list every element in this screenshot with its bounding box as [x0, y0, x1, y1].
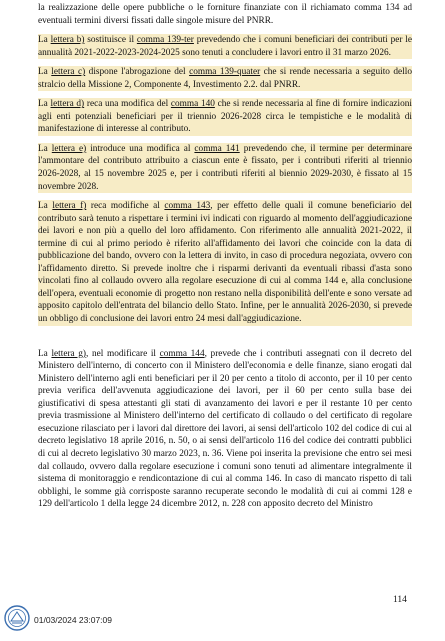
paragraph-text: reca modifiche al	[86, 201, 165, 212]
paragraph-text: sostituisce il	[84, 35, 137, 46]
cross-reference-link-text: comma 140	[170, 99, 215, 110]
cross-reference-link-text: lettera e)	[51, 143, 87, 154]
paragraph-text: che si rende necessaria a seguito dello stralcio della Missione 2, Componente 4, Investimento 2.2. dal PNRR.	[38, 67, 412, 90]
paragraph-text: La	[38, 143, 52, 154]
cross-reference-link-text: comma 144	[159, 348, 205, 359]
cross-reference-link-text: comma 139-ter	[136, 35, 194, 46]
paragraph-text: , prevede che i contributi assegnati con il decreto del Ministero dell'interno, di concerto con il Ministero dell'economia e delle finanze, siano erogati dal Ministero dell'interno agli enti beneficiari per il 20 per cento a titolo di acconto, per il 10 per cento previa verifica dell'avvenuta aggiudicazione dei lavori, per il 60 per cento sulla base dei giustificativi di spesa attestanti gli stati di avanzamento dei lavori e per il restante 10 per cento previa trasmissione al Ministero dell'interno del certificato di collaudo o del certificato di regolare esecuzione rilasciato per i lavori dal direttore dei lavori, ai sensi dell'articolo 102 del codice di cui al decreto legislativo 18 aprile 2016, n. 50, o ai sensi dell'articolo 116 del codice dei contratti pubblici di cui al decreto legislativo 30 marzo 2023, n. 36. Viene poi inserita la previsione che entro sei mesi dal collaudo, ovvero dalla regolare esecuzione i comuni sono tenuti ad alimentare integralmente il sistema di monitoraggio e rendicontazione di cui al comma 146. In caso di mancato rispetto di tali obblighi, le somme già corrisposte saranno recuperate secondo le modalità di cui ai commi 128 e 129 dell'articolo 1 della legge 24 dicembre 2012, n. 228 con apposito decreto del Ministro	[38, 348, 412, 510]
paragraph-text: che si rende necessaria al fine di fornire indicazioni agli enti potenziali beneficiari per il triennio 2026-2028 circa le tempistiche e le modalità di manifestazione di interesse al contributo.	[38, 99, 412, 135]
paragraph-text: La	[38, 67, 52, 78]
paragraph-text: La	[38, 348, 52, 359]
cross-reference-link-text: lettera f)	[52, 201, 87, 212]
paragraph-text: La	[38, 35, 51, 46]
paragraph-letter-b	[38, 34, 412, 59]
paragraph-letter-d	[38, 98, 412, 136]
cross-reference-link-text: comma 143	[164, 201, 211, 212]
page-number: 114	[393, 595, 407, 605]
paragraph-text: reca una modifica del	[84, 99, 171, 110]
document-page	[38, 2, 412, 511]
cross-reference-link-text: lettera c)	[51, 67, 86, 78]
paragraph-text: , nel modificare il	[86, 348, 160, 359]
paragraph-letter-g	[38, 348, 412, 511]
paragraph-text: prevedendo che, il termine per determinare l'ammontare del contributo attribuito a ciascun ente è fissato, per i contributi riferiti al triennio 2026-2028, al 15 novembre 2025 e, per i contributi riferiti al biennio 2029-2030, è fissato al 15 novembre 2028.	[38, 143, 413, 192]
cross-reference-link-text: comma 139-quater	[189, 67, 261, 78]
cross-reference-link-text: lettera d)	[50, 99, 85, 110]
cross-reference-link-text: lettera b)	[50, 35, 85, 46]
paragraph-intro-continuation	[38, 2, 412, 27]
paragraph-text: La	[38, 99, 51, 110]
paragraph-letter-c	[38, 66, 412, 91]
footer-timestamp: 01/03/2024 23:07:09	[34, 615, 112, 625]
parliament-seal-icon	[4, 605, 30, 631]
paragraph-letter-e	[38, 143, 412, 193]
paragraph-text: dispone l'abrogazione del	[85, 67, 190, 78]
paragraph-letter-f	[38, 200, 412, 325]
paragraph-text: prevedendo che i comuni beneficiari dei contributi per le annualità 2021-2022-2023-2024-2025 sono tenuti a concludere i lavori entro il 31 marzo 2026.	[38, 35, 412, 58]
paragraph-text: introduce una modifica al	[86, 143, 195, 154]
paragraph-text: , per effetto delle quali il comune beneficiario del contributo sarà tenuto a rispettare i termini ivi indicati con riguardo al momento dell'aggiudicazione dei lavori e non più a quello del loro affidamento. Con riferimento alle annualità 2021-2022, il termine di cui al primo periodo è riferito all'affidamento dei lavori che coincide con la data di pubblicazione del bando, ovvero con la lettera di invito, in caso di procedura negoziata, ovvero con l'affidamento diretto. Si prevede inoltre che i risparmi derivanti da eventuali ribassi d'asta sono vincolati fino al collaudo ovvero alla regolare esecuzione di cui al comma 144 e, alla conclusione dell'opera, eventuali economie di progetto non restano nella disponibilità dell'ente e sono versate ad apposito capitolo dell'entrata del bilancio dello Stato. Infine, per le annualità 2026-2030, si prevede un obbligo di conclusione dei lavori entro 24 mesi dall'aggiudicazione.	[38, 201, 412, 325]
paragraph-text: la realizzazione delle opere pubbliche o le forniture finanziate con il richiamato comma 134 ad eventuali termini diversi fissati dalle singole misure del PNRR.	[38, 3, 412, 26]
cross-reference-link-text: comma 141	[194, 143, 240, 154]
cross-reference-link-text: lettera g)	[51, 348, 87, 359]
paragraph-text: La	[38, 201, 53, 212]
